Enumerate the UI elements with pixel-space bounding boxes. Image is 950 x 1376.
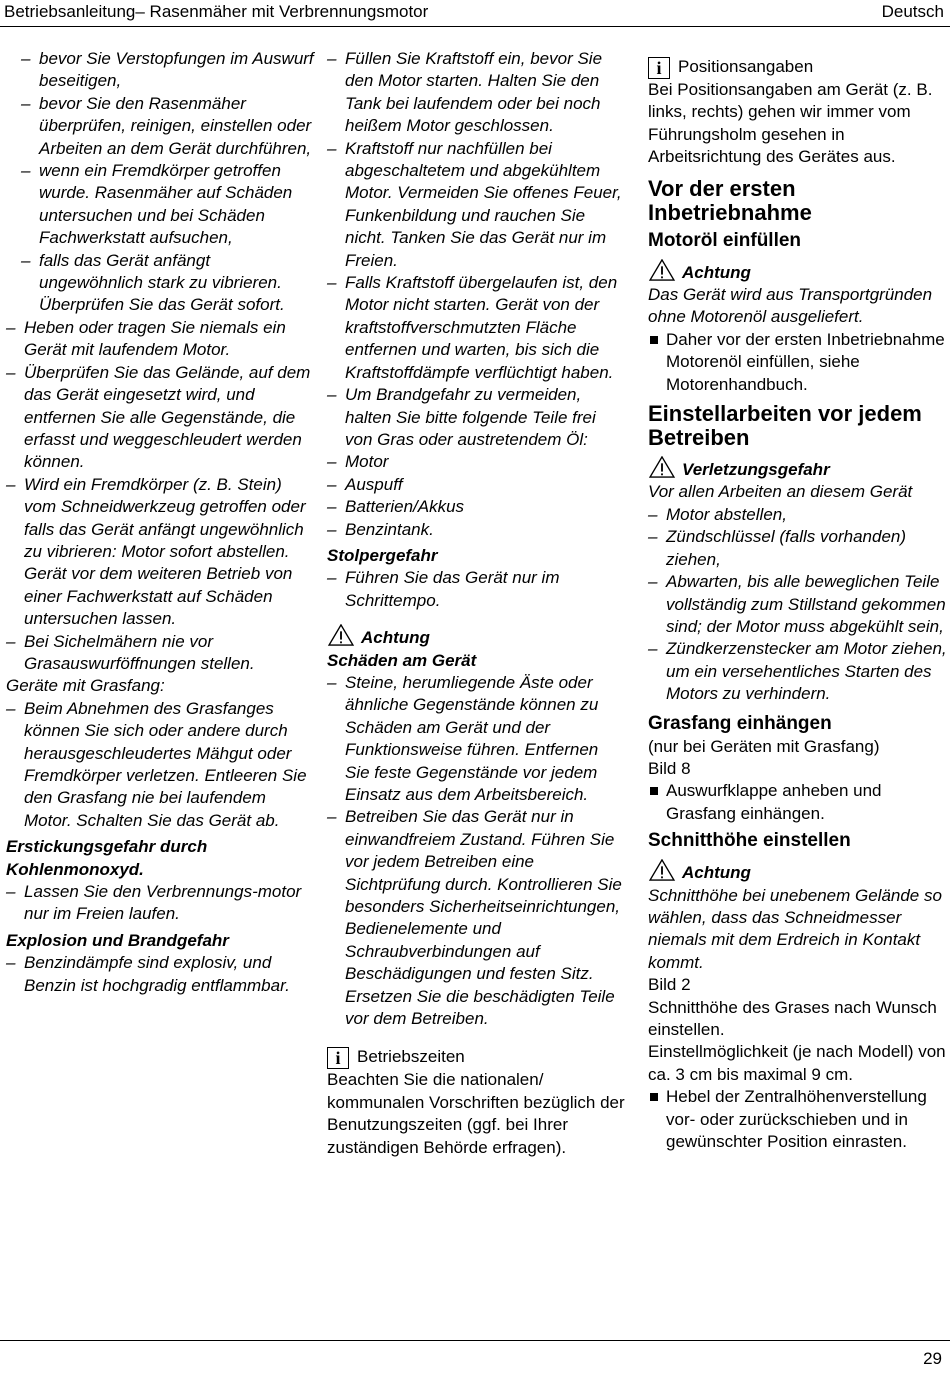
position-title: Positionsangaben (678, 57, 814, 76)
part-item: – Benzintank. (327, 519, 627, 541)
column-3 (648, 56, 948, 1153)
betriebszeiten-text: Beachten Sie die nationalen/ kommunalen Vorschriften bezüglich der Benutzungszeiten (ggf. bei Ihrer zuständigen Behörde erfragen). (327, 1070, 625, 1157)
page-header (0, 0, 950, 27)
list-item: – Kraftstoff nur nachfüllen bei abgeschaltetem und abgekühltem Motor. Vermeiden Sie offenes Feuer, Funkenbildung und rauchen Sie nicht. Tanken Sie das Gerät nur im Freien. (327, 138, 627, 272)
verletzung-warning (648, 456, 948, 481)
position-text: Bei Positionsangaben am Gerät (z. B. links, rechts) gehen wir immer vom Führungsholm gesehen in Arbeitsrichtung des Gerätes aus. (648, 80, 933, 167)
section-heading: Einstellarbeiten vor jedem Betreiben (648, 401, 922, 451)
bullet-item: Auswurfklappe anheben und Grasfang einhängen. (648, 780, 948, 825)
section-heading: Vor der ersten Inbetriebnahme (648, 175, 812, 225)
sub-item: – falls das Gerät anfängt ungewöhnlich stark zu vibrieren. Überprüfen Sie das Gerät sofort. (6, 250, 314, 317)
warning-triangle-icon (648, 456, 676, 478)
schnitthoehe-range: Einstellmöglichkeit (je nach Modell) von ca. 3 cm bis maximal 9 cm. (648, 1042, 946, 1084)
sub-item: – bevor Sie Verstopfungen im Auswurf beseitigen, (6, 48, 314, 93)
sub-item: – wenn ein Fremdkörper getroffen wurde. Rasenmäher auf Schäden untersuchen und bei Schäden Fachwerkstatt aufsuchen, (6, 160, 314, 250)
achtung-warning (327, 624, 627, 649)
achtung-warning (648, 859, 948, 884)
part-item: – Auspuff (327, 474, 627, 496)
subsection-heading: Motoröl einfüllen (648, 229, 802, 251)
betriebszeiten-title: Betriebszeiten (357, 1047, 465, 1067)
info-icon: i (327, 1047, 349, 1069)
document-title: Betriebsanleitung– Rasenmäher mit Verbrennungsmotor (4, 2, 429, 21)
warning-text: Schnitthöhe bei unebenem Gelände so wählen, dass das Schneidmesser niemals mit dem Erdreich in Kontakt kommt. (648, 885, 942, 972)
column-2 (327, 48, 627, 1159)
bullet-item: Hebel der Zentralhöhenverstellung vor- oder zurückschieben und in gewünschter Position einrasten. (648, 1086, 948, 1153)
grasfang-text: (nur bei Geräten mit Grasfang) (648, 736, 880, 756)
list-item: – Zündschlüssel (falls vorhanden) ziehen, (648, 526, 948, 571)
list-item-continuation: Gerät vor dem weiteren Betrieb von einer Fachwerkstatt auf Schäden untersuchen lassen. (24, 564, 293, 629)
list-item: – Wird ein Fremdkörper (z. B. Stein) vom Schneidwerkzeug getroffen oder falls das Gerät anfängt ungewöhnlich zu vibrieren: Motor sofort abstellen. (6, 474, 314, 564)
list-item: – Abwarten, bis alle beweglichen Teile vollständig zum Stillstand gekommen sind; der Motor muss abgekühlt sein, (648, 571, 948, 638)
heading-erstickung: Erstickungsgefahr durch Kohlenmonoxyd. (6, 837, 208, 879)
list-item: – Führen Sie das Gerät nur im Schrittempo. (327, 567, 627, 612)
list-item: – Betreiben Sie das Gerät nur in einwandfreiem Zustand. Führen Sie vor jedem Betreiben eine Sichtprüfung durch. Kontrollieren Sie besonders Sicherheitseinrichtungen, Bedienelemente und Schraubverbindungen auf Beschädigungen und festen Sitz. Ersetzen Sie die beschädigten Teile vor dem Betreiben. (327, 806, 627, 1030)
achtung-label: Achtung (361, 628, 430, 648)
list-item: – Falls Kraftstoff übergelaufen ist, den Motor nicht starten. Gerät von der kraftstoffverschmutzten Fläche entfernen und warten, bis sich die Kraftstoffdämpfe verflüchtigt haben. (327, 272, 627, 384)
achtung-label: Achtung (682, 863, 751, 883)
list-item: – Motor abstellen, (648, 504, 948, 526)
warning-text: Das Gerät wird aus Transportgründen ohne Motorenöl ausgeliefert. (648, 285, 933, 327)
grasfang-intro: Geräte mit Grasfang: (6, 676, 165, 696)
sub-item: – bevor Sie den Rasenmäher überprüfen, reinigen, einstellen oder Arbeiten an dem Gerät durchführen, (6, 93, 314, 160)
part-item: – Motor (327, 451, 627, 473)
heading-explosion: Explosion und Brandgefahr (6, 930, 229, 950)
info-heading-position (648, 56, 948, 79)
subsection-heading: Schnitthöhe einstellen (648, 830, 851, 852)
list-item: – Heben oder tragen Sie niemals ein Gerät mit laufendem Motor. (6, 317, 314, 362)
part-item: – Batterien/Akkus (327, 496, 627, 518)
warning-triangle-icon (648, 859, 676, 881)
schnitthoehe-text: Schnitthöhe des Grases nach Wunsch einstellen. (648, 997, 937, 1039)
list-item: – Zündkerzenstecker am Motor ziehen, um ein versehentliches Starten des Motors zu verhindern. (648, 638, 948, 705)
page-number: 29 (923, 1349, 942, 1368)
list-item: – Lassen Sie den Verbrennungs-motor nur im Freien laufen. (6, 881, 314, 926)
bullet-item: Daher vor der ersten Inbetriebnahme Motorenöl einfüllen, siehe Motorenhandbuch. (648, 329, 948, 396)
info-icon: i (648, 57, 670, 79)
heading-stolpergefahr: Stolpergefahr (327, 545, 438, 565)
list-item: – Steine, herumliegende Äste oder ähnliche Gegenstände können zu Schäden am Gerät und der Funktionsweise führen. Entfernen Sie feste Gegenstände vor jedem Einsatz aus dem Arbeitsbereich. (327, 672, 627, 806)
column-1 (6, 48, 314, 997)
list-item: – Benzindämpfe sind explosiv, und Benzin ist hochgradig entflammbar. (6, 952, 314, 997)
achtung-label: Achtung (682, 262, 751, 282)
list-item: – Beim Abnehmen des Grasfanges können Sie sich oder andere durch herausgeschleudertes Mähgut oder Fremdkörper verletzen. Entleeren Sie den Grasfang nie bei laufendem Motor. Schalten Sie das Gerät ab. (6, 698, 314, 832)
info-heading-betriebszeiten (327, 1046, 627, 1069)
figure-reference: Bild 2 (648, 975, 691, 995)
list-item: – Um Brandgefahr zu vermeiden, halten Sie bitte folgende Teile frei von Gras oder austretendem Öl: (327, 384, 627, 451)
warning-text: Vor allen Arbeiten an diesem Gerät (648, 482, 913, 502)
warning-triangle-icon (648, 259, 676, 281)
footer-rule (0, 1340, 950, 1341)
achtung-warning (648, 259, 948, 284)
figure-reference: Bild 8 (648, 758, 691, 778)
list-item: – Bei Sichelmähern nie vor Grasauswurföffnungen stellen. (6, 631, 314, 676)
language-label: Deutsch (881, 2, 944, 21)
list-item: – Überprüfen Sie das Gelände, auf dem das Gerät eingesetzt wird, und entfernen Sie alle Gegenstände, die erfasst und weggeschleudert werden können. (6, 362, 314, 474)
subsection-heading: Grasfang einhängen (648, 712, 832, 734)
verletzung-label: Verletzungsgefahr (682, 460, 830, 480)
warning-triangle-icon (327, 624, 355, 646)
heading-schaeden: Schäden am Gerät (327, 650, 477, 670)
list-item: – Füllen Sie Kraftstoff ein, bevor Sie den Motor starten. Halten Sie den Tank bei laufendem oder bei noch heißem Motor geschlossen. (327, 48, 627, 138)
